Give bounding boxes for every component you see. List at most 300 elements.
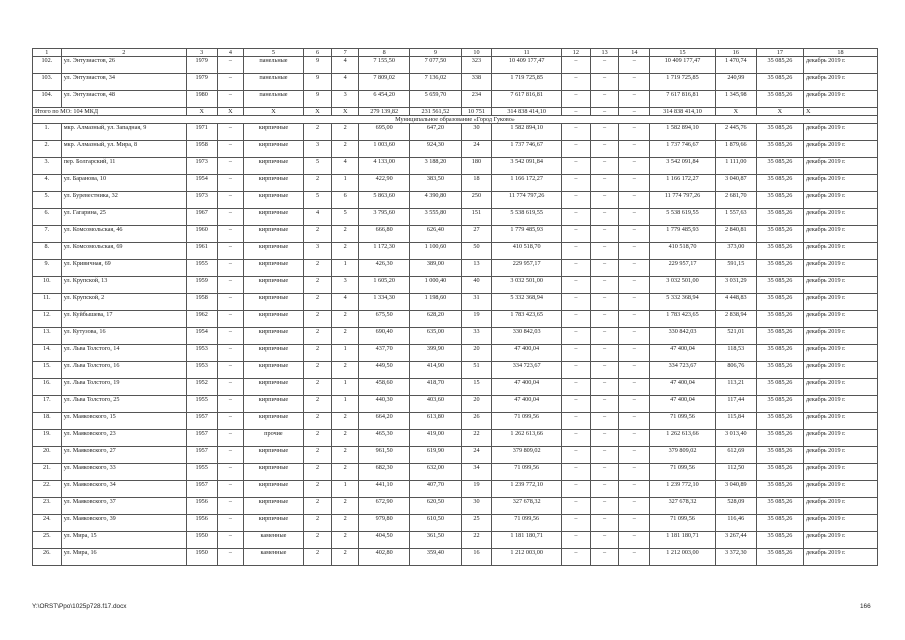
footer-file-path: Y:\ORST\Ppo\1025p728.f17.docx (32, 603, 127, 610)
table-cell: 399,90 (410, 345, 461, 362)
table-cell: – (619, 328, 650, 345)
table-cell: 8. (33, 243, 62, 260)
table-cell: 1956 (186, 515, 217, 532)
table-cell: 30 (461, 124, 492, 141)
table-row (33, 413, 878, 430)
table-cell: 1 181 180,71 (492, 532, 562, 549)
table-cell: X (186, 108, 217, 116)
table-cell: – (217, 226, 244, 243)
table-cell: 16 (715, 49, 756, 57)
table-cell: ул. Комсомольская, 46 (61, 226, 186, 243)
table-cell: панельные (244, 74, 303, 91)
table-cell: – (619, 345, 650, 362)
table-cell: – (562, 91, 591, 108)
table-cell: 71 099,56 (492, 464, 562, 481)
table-cell: 2 (332, 413, 359, 430)
table-cell: 4 (332, 57, 359, 74)
table-cell: 24. (33, 515, 62, 532)
table-cell: 3 (332, 277, 359, 294)
table-cell: 1 212 003,00 (650, 549, 716, 566)
table-cell: 1960 (186, 226, 217, 243)
table-cell: 5 332 368,94 (650, 294, 716, 311)
table-cell: 8 (359, 49, 410, 57)
table-cell: 15. (33, 362, 62, 379)
table-cell: 675,50 (359, 311, 410, 328)
table-cell: – (619, 549, 650, 566)
table-cell: 71 099,56 (650, 515, 716, 532)
table-cell: 314 838 414,10 (650, 108, 716, 116)
table-cell: кирпичные (244, 379, 303, 396)
table-cell: ул. Энтузиастов, 48 (61, 91, 186, 108)
page-number: 166 (860, 603, 871, 610)
table-cell: – (562, 158, 591, 175)
table-cell: 1 719 725,85 (650, 74, 716, 91)
table-cell: 17. (33, 396, 62, 413)
table-cell: декабрь 2019 г. (804, 396, 878, 413)
table-cell: 2 (332, 430, 359, 447)
table-cell: 35 085,26 (756, 124, 803, 141)
table-cell: – (590, 379, 619, 396)
table-cell: 1 166 172,27 (492, 175, 562, 192)
table-cell: кирпичные (244, 345, 303, 362)
table-cell: 1950 (186, 532, 217, 549)
table-cell: – (562, 243, 591, 260)
table-cell: 1971 (186, 124, 217, 141)
table-cell: – (562, 57, 591, 74)
document-page (32, 48, 878, 566)
table-cell: декабрь 2019 г. (804, 243, 878, 260)
table-row (33, 192, 878, 209)
table-cell: 4 (332, 294, 359, 311)
table-cell: 47 400,04 (492, 396, 562, 413)
table-row (33, 74, 878, 91)
table-cell: 10. (33, 277, 62, 294)
table-cell: 2 681,70 (715, 192, 756, 209)
table-row (33, 532, 878, 549)
table-cell: – (590, 532, 619, 549)
table-cell: 7 077,50 (410, 57, 461, 74)
table-row (33, 328, 878, 345)
table-cell: декабрь 2019 г. (804, 345, 878, 362)
table-cell: 35 085,26 (756, 328, 803, 345)
table-cell: декабрь 2019 г. (804, 141, 878, 158)
table-cell: – (619, 141, 650, 158)
table-cell: 1954 (186, 175, 217, 192)
table-cell: 3 267,44 (715, 532, 756, 549)
table-cell: 1973 (186, 192, 217, 209)
table-cell: кирпичные (244, 362, 303, 379)
table-cell: – (619, 209, 650, 226)
table-cell: – (619, 515, 650, 532)
table-cell: – (562, 74, 591, 91)
table-cell: 1 (332, 379, 359, 396)
table-cell: – (217, 464, 244, 481)
table-cell: 15 (461, 379, 492, 396)
table-row (33, 311, 878, 328)
table-cell: ул. Маяковского, 23 (61, 430, 186, 447)
table-cell: 1955 (186, 396, 217, 413)
table-cell: – (217, 379, 244, 396)
table-cell: 361,50 (410, 532, 461, 549)
table-cell: пер. Болгарский, 11 (61, 158, 186, 175)
table-cell: 690,40 (359, 328, 410, 345)
table-cell: 229 957,17 (650, 260, 716, 277)
table-cell: 426,30 (359, 260, 410, 277)
table-cell: 359,40 (410, 549, 461, 566)
table-cell: 3 013,40 (715, 430, 756, 447)
table-cell: 1 198,60 (410, 294, 461, 311)
table-cell: декабрь 2019 г. (804, 226, 878, 243)
table-cell: 20 (461, 396, 492, 413)
table-cell: 2 (332, 243, 359, 260)
table-cell: ул. Кривичная, 69 (61, 260, 186, 277)
table-cell: – (590, 481, 619, 498)
table-cell: декабрь 2019 г. (804, 260, 878, 277)
table-cell: 12. (33, 311, 62, 328)
table-cell: 404,50 (359, 532, 410, 549)
table-cell: 3. (33, 158, 62, 175)
table-cell: 5 332 368,94 (492, 294, 562, 311)
table-cell: 5 538 619,55 (650, 209, 716, 226)
table-cell: 1 100,60 (410, 243, 461, 260)
table-cell: 610,50 (410, 515, 461, 532)
table-cell: – (590, 396, 619, 413)
table-cell: 2 (303, 124, 332, 141)
table-row (33, 175, 878, 192)
table-cell: кирпичные (244, 260, 303, 277)
table-cell: 410 518,70 (650, 243, 716, 260)
table-cell: 1 879,66 (715, 141, 756, 158)
table-cell: – (562, 328, 591, 345)
table-cell: 1 345,98 (715, 91, 756, 108)
table-cell: 647,20 (410, 124, 461, 141)
table-cell: 35 085,26 (756, 192, 803, 209)
table-cell: 410 518,70 (492, 243, 562, 260)
table-cell: 47 400,04 (492, 379, 562, 396)
table-cell: ул. Баранова, 10 (61, 175, 186, 192)
table-cell: 7 809,02 (359, 74, 410, 91)
table-cell: 672,90 (359, 498, 410, 515)
table-cell: 3 (186, 49, 217, 57)
table-cell: 104. (33, 91, 62, 108)
table-cell: декабрь 2019 г. (804, 74, 878, 91)
table-cell: 2 (303, 379, 332, 396)
table-row (33, 396, 878, 413)
table-cell: – (562, 226, 591, 243)
table-cell: 71 099,56 (492, 515, 562, 532)
table-cell: 2 (332, 362, 359, 379)
table-cell: 35 085,26 (756, 515, 803, 532)
table-cell: – (217, 192, 244, 209)
table-row (33, 226, 878, 243)
table-cell: – (619, 192, 650, 209)
table-cell: декабрь 2019 г. (804, 447, 878, 464)
table-cell: декабрь 2019 г. (804, 57, 878, 74)
table-row (33, 141, 878, 158)
table-cell: прочие (244, 430, 303, 447)
table-cell: 1 (332, 481, 359, 498)
table-cell: – (590, 141, 619, 158)
table-cell: 35 085,26 (756, 549, 803, 566)
table-cell: 15 (650, 49, 716, 57)
table-cell: ул. Мира, 16 (61, 549, 186, 566)
table-cell: 1973 (186, 158, 217, 175)
table-cell: 3 032 501,00 (650, 277, 716, 294)
table-cell: декабрь 2019 г. (804, 498, 878, 515)
table-cell: 1 000,40 (410, 277, 461, 294)
table-cell: – (590, 498, 619, 515)
table-cell: каменные (244, 532, 303, 549)
table-cell: 5. (33, 192, 62, 209)
table-cell: 35 085,26 (756, 277, 803, 294)
table-cell: декабрь 2019 г. (804, 328, 878, 345)
table-cell: – (619, 108, 650, 116)
table-cell: 2 (303, 498, 332, 515)
table-cell: 2 (303, 175, 332, 192)
table-row (33, 277, 878, 294)
table-cell: – (217, 362, 244, 379)
table-cell: 118,53 (715, 345, 756, 362)
table-cell: – (217, 396, 244, 413)
table-cell: – (590, 328, 619, 345)
table-cell: 620,50 (410, 498, 461, 515)
table-cell: – (619, 277, 650, 294)
table-cell: – (217, 413, 244, 430)
table-cell: 1 262 613,66 (650, 430, 716, 447)
table-row (33, 294, 878, 311)
table-cell: 1954 (186, 328, 217, 345)
table-cell: 35 085,26 (756, 345, 803, 362)
table-cell: 3 (332, 91, 359, 108)
table-cell: 35 085,26 (756, 311, 803, 328)
table-row (33, 464, 878, 481)
table-cell: 35 085,26 (756, 379, 803, 396)
table-cell: кирпичные (244, 481, 303, 498)
table-cell: – (562, 311, 591, 328)
table-cell: ул. Крупской, 13 (61, 277, 186, 294)
table-cell: 1953 (186, 345, 217, 362)
table-cell: 6 (332, 192, 359, 209)
table-cell: 1950 (186, 549, 217, 566)
header-number-row (33, 49, 878, 57)
table-cell: – (619, 175, 650, 192)
table-cell: панельные (244, 91, 303, 108)
table-row (33, 243, 878, 260)
table-cell: – (217, 498, 244, 515)
table-cell: 27 (461, 226, 492, 243)
table-cell: – (619, 243, 650, 260)
table-cell: ул. Мира, 15 (61, 532, 186, 549)
table-cell: 10 409 177,47 (650, 57, 716, 74)
table-cell: 34 (461, 464, 492, 481)
table-cell: 437,70 (359, 345, 410, 362)
table-row (33, 481, 878, 498)
table-cell: 16. (33, 379, 62, 396)
table-cell: 24 (461, 141, 492, 158)
table-cell: X (244, 108, 303, 116)
table-cell: – (590, 430, 619, 447)
table-cell: 2 (332, 464, 359, 481)
table-cell: – (619, 74, 650, 91)
table-cell: ул. Буревестника, 32 (61, 192, 186, 209)
table-cell: 521,01 (715, 328, 756, 345)
table-cell: ул. Маяковского, 15 (61, 413, 186, 430)
table-cell: 2 (303, 413, 332, 430)
table-cell: 1 (33, 49, 62, 57)
table-cell: 379 809,02 (492, 447, 562, 464)
table-cell: 26. (33, 549, 62, 566)
table-cell: 626,40 (410, 226, 461, 243)
table-cell: 2 (303, 481, 332, 498)
table-cell: 3 795,60 (359, 209, 410, 226)
table-row (33, 430, 878, 447)
table-cell: декабрь 2019 г. (804, 91, 878, 108)
table-cell: 2 (303, 515, 332, 532)
table-cell: – (590, 464, 619, 481)
table-cell: 327 678,32 (650, 498, 716, 515)
table-cell: 2 (303, 362, 332, 379)
table-cell: – (562, 447, 591, 464)
table-cell: – (562, 413, 591, 430)
table-cell: 229 957,17 (492, 260, 562, 277)
table-cell: – (619, 532, 650, 549)
total-row (33, 108, 878, 116)
table-cell: декабрь 2019 г. (804, 294, 878, 311)
table-cell: декабрь 2019 г. (804, 192, 878, 209)
table-cell: 35 085,26 (756, 91, 803, 108)
table-cell: 418,70 (410, 379, 461, 396)
table-cell: 2 (303, 345, 332, 362)
table-cell: – (217, 175, 244, 192)
table-cell: кирпичные (244, 192, 303, 209)
table-cell: – (562, 175, 591, 192)
table-cell: – (217, 277, 244, 294)
table-row (33, 515, 878, 532)
table-cell: – (590, 226, 619, 243)
table-cell: кирпичные (244, 209, 303, 226)
table-cell: 961,50 (359, 447, 410, 464)
table-cell: 50 (461, 243, 492, 260)
table-cell: 20 (461, 345, 492, 362)
table-cell: кирпичные (244, 447, 303, 464)
table-cell: 1955 (186, 260, 217, 277)
table-cell: мкр. Алмазный, ул. Западная, 9 (61, 124, 186, 141)
table-row (33, 362, 878, 379)
table-cell: 1 262 613,66 (492, 430, 562, 447)
table-cell: 35 085,26 (756, 141, 803, 158)
table-cell: 389,00 (410, 260, 461, 277)
table-cell: ул. Маяковского, 39 (61, 515, 186, 532)
table-cell: 24 (461, 447, 492, 464)
table-cell: 458,60 (359, 379, 410, 396)
table-cell: 35 085,26 (756, 209, 803, 226)
table-cell: 3 188,20 (410, 158, 461, 175)
table-cell: 21. (33, 464, 62, 481)
table-cell: – (619, 294, 650, 311)
table-cell: 13 (590, 49, 619, 57)
table-cell: – (562, 362, 591, 379)
table-cell: Итого по МО: 104 МКД (33, 108, 187, 116)
table-cell: 323 (461, 57, 492, 74)
table-row (33, 209, 878, 226)
table-cell: 2 (303, 430, 332, 447)
table-cell: 379 809,02 (650, 447, 716, 464)
table-cell: 47 400,04 (492, 345, 562, 362)
table-cell: 666,80 (359, 226, 410, 243)
table-cell: 1958 (186, 294, 217, 311)
table-cell: – (217, 209, 244, 226)
table-cell: – (562, 345, 591, 362)
table-cell: 422,90 (359, 175, 410, 192)
table-cell: – (217, 430, 244, 447)
table-cell: – (562, 549, 591, 566)
table-cell: 3 (303, 243, 332, 260)
table-cell: – (217, 447, 244, 464)
table-cell: кирпичные (244, 294, 303, 311)
table-cell: 2 (332, 515, 359, 532)
table-cell: – (590, 277, 619, 294)
table-cell: – (562, 141, 591, 158)
table-cell: – (562, 464, 591, 481)
table-cell: 234 (461, 91, 492, 108)
table-cell: 240,99 (715, 74, 756, 91)
table-cell: кирпичные (244, 226, 303, 243)
table-cell: 628,20 (410, 311, 461, 328)
table-cell: 7 136,02 (410, 74, 461, 91)
table-cell: 4 448,83 (715, 294, 756, 311)
table-cell: 25 (461, 515, 492, 532)
table-cell: 5 538 619,55 (492, 209, 562, 226)
table-cell: кирпичные (244, 277, 303, 294)
table-cell: – (590, 74, 619, 91)
table-cell: 591,15 (715, 260, 756, 277)
table-cell: декабрь 2019 г. (804, 413, 878, 430)
table-cell: 6 454,20 (359, 91, 410, 108)
table-cell: ул. Комсомольская, 69 (61, 243, 186, 260)
table-cell: ул. Энтузиастов, 26 (61, 57, 186, 74)
table-cell: – (217, 57, 244, 74)
table-cell: 3 372,30 (715, 549, 756, 566)
table-cell: 695,00 (359, 124, 410, 141)
table-cell: 35 085,26 (756, 362, 803, 379)
table-cell: 924,30 (410, 141, 461, 158)
table-row (33, 379, 878, 396)
table-cell: 465,30 (359, 430, 410, 447)
table-cell: 334 723,67 (492, 362, 562, 379)
table-cell: 403,60 (410, 396, 461, 413)
table-cell: 113,21 (715, 379, 756, 396)
table-cell: – (619, 226, 650, 243)
table-cell: 1 470,74 (715, 57, 756, 74)
table-cell: 2 (303, 277, 332, 294)
table-cell: 619,90 (410, 447, 461, 464)
table-row (33, 57, 878, 74)
table-cell: 2 (332, 141, 359, 158)
table-cell: 11 (492, 49, 562, 57)
table-cell: 1 172,30 (359, 243, 410, 260)
table-row (33, 91, 878, 108)
table-cell: 279 139,82 (359, 108, 410, 116)
table-cell: 116,46 (715, 515, 756, 532)
table-cell: 1 (332, 260, 359, 277)
table-cell: кирпичные (244, 413, 303, 430)
table-cell: 2 (303, 311, 332, 328)
housing-table (32, 48, 878, 566)
table-cell: 10 (461, 49, 492, 57)
table-row (33, 345, 878, 362)
table-cell: – (590, 362, 619, 379)
table-cell: ул. Гагарина, 25 (61, 209, 186, 226)
